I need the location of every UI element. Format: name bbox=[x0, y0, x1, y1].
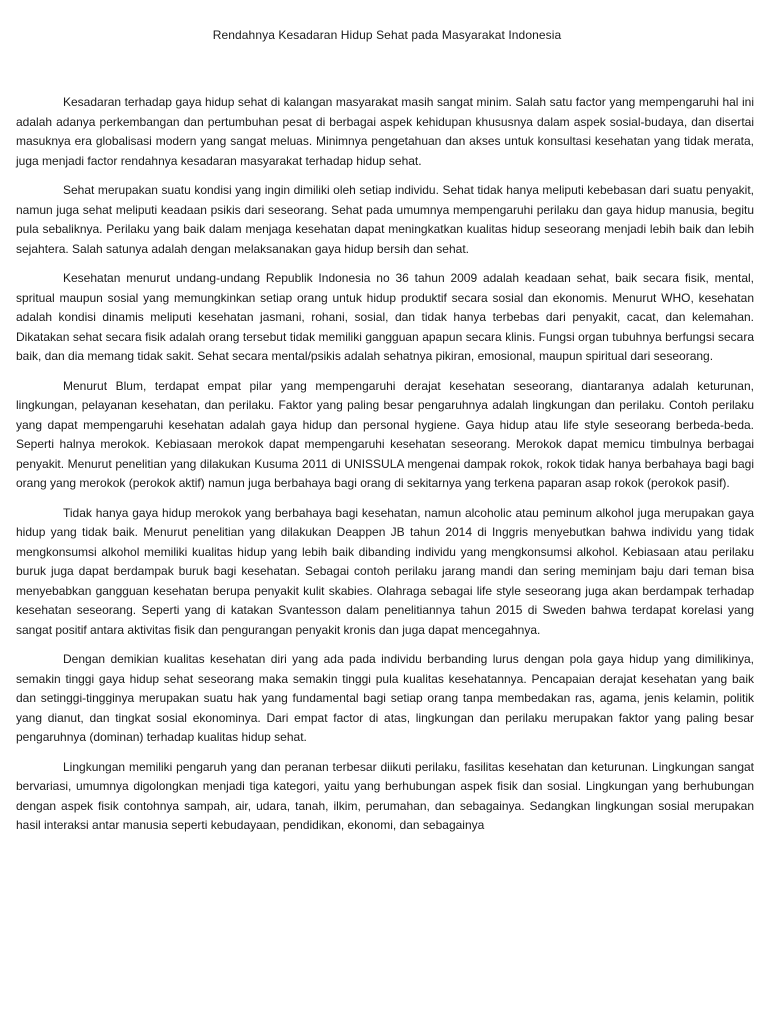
paragraph: Menurut Blum, terdapat empat pilar yang mempengaruhi derajat kesehatan seseorang, diantaranya adalah keturunan, lingkungan, pelayanan kesehatan, dan perilaku. Faktor yang paling besar pengaruhnya adalah lingkungan dan perilaku. Contoh perilaku yang dapat mempengaruhi kesehatan adalah gaya hidup dan personal hygiene. Gaya hidup atau life style seseorang berbeda-beda. Seperti halnya merokok. Kebiasaan merokok dapat mempengaruhi kesehatan seseorang. Merokok dapat memicu timbulnya berbagai penyakit. Menurut penelitian yang dilakukan Kusuma 2011 di UNISSULA mengenai dampak rokok, rokok tidak hanya berbahaya bagi bagi orang yang merokok (perokok aktif) namun juga berbahaya bagi orang di sekitarnya yang terkena paparan asap rokok (perokok pasif). bbox=[16, 378, 754, 490]
paragraph: Kesadaran terhadap gaya hidup sehat di kalangan masyarakat masih sangat minim. Salah satu factor yang mempengaruhi hal ini adalah adanya perkembangan dan pertumbuhan pesat di berbagai aspek kehidupan khususnya dalam aspek sosial-budaya, dan disertai masuknya era globalisasi modern yang sangat meluas. Minimnya pengetahuan dan akses untuk konsultasi kesehatan yang tidak merata, juga menjadi factor rendahnya kesadaran masyarakat terhadap hidup sehat. bbox=[16, 95, 754, 168]
paragraph: Lingkungan memiliki pengaruh yang dan peranan terbesar diikuti perilaku, fasilitas kesehatan dan keturunan. Lingkungan sangat bervariasi, umumnya digolongkan menjadi tiga kategori, yaitu yang berhubungan aspek fisik dan sosial. Lingkungan yang berhubungan dengan aspek fisik contohnya sampah, air, udara, tanah, ilkim, perumahan, dan sebagainya. Sedangkan lingkungan sosial merupakan hasil interaksi antar manusia seperti kebudayaan, pendidikan, ekonomi, dan sebagainya bbox=[16, 759, 754, 832]
paragraph: Dengan demikian kualitas kesehatan diri yang ada pada individu berbanding lurus dengan pola gaya hidup yang dimilikinya, semakin tinggi gaya hidup sehat seseorang maka semakin tinggi pula kualitas kesehatannya. Pencapaian derajat kesehatan yang baik dan setinggi-tingginya merupakan suatu hak yang fundamental bagi setiap orang tanpa membedakan ras, agama, jenis kelamin, politik yang dianut, dan tingkat sosial ekonominya. Dari empat factor di atas, lingkungan dan perilaku merupakan faktor yang paling besar pengaruhnya (dominan) terhadap kualitas hidup sehat. bbox=[16, 652, 754, 744]
paragraph: Sehat merupakan suatu kondisi yang ingin dimiliki oleh setiap individu. Sehat tidak hanya meliputi kebebasan dari suatu penyakit, namun juga sehat meliputi keadaan psikis dari seseorang. Sehat pada umumnya mempengaruhi perilaku dan gaya hidup manusia, begitu pula sebaliknya. Perilaku yang baik dalam menjaga kesehatan dapat meningkatkan kualitas hidup seseorang menjadi lebih baik dan lebih sejahtera. Salah satunya adalah dengan melaksanakan gaya hidup bersih dan sehat. bbox=[16, 183, 754, 256]
paragraph: Tidak hanya gaya hidup merokok yang berbahaya bagi kesehatan, namun alcoholic atau peminum alkohol juga merupakan gaya hidup yang tidak baik. Menurut penelitian yang dilakukan Deappen JB tahun 2014 di Inggris menyebutkan bahwa individu yang tidak mengkonsumsi alkohol memiliki kualitas hidup yang lebih baik dibanding individu yang mengkonsumsi alkohol. Kebiasaan atau perilaku buruk juga dapat berdampak buruk bagi kesehatan. Sebagai contoh perilaku jarang mandi dan sering meminjam baju dari teman bisa menyebabkan gangguan kesehatan berupa penyakit kulit skabies. Olahraga sebagai life style seseorang juga akan berdampak terhadap kesehatan seseorang. Seperti yang di katakan Svantesson dalam penelitiannya tahun 2015 di Sweden bahwa terdapat korelasi yang sangat positif antara aktivitas fisik dan pengurangan penyakit kronis dan juga dapat mencegahnya. bbox=[16, 505, 754, 637]
paragraph: Kesehatan menurut undang-undang Republik Indonesia no 36 tahun 2009 adalah keadaan sehat, baik secara fisik, mental, spritual maupun sosial yang memungkinkan setiap orang untuk hidup produktif secara sosial dan ekonomis. Menurut WHO, kesehatan adalah kondisi dinamis meliputi kesehatan jasmani, rohani, sosial, dan tidak hanya terbebas dari penyakit, cacat, dan kelemahan. Dikatakan sehat secara fisik adalah orang tersebut tidak memiliki gangguan apapun secara klinis. Fungsi organ tubuhnya berfungsi secara baik, dan dia memang tidak sakit. Sehat secara mental/psikis adalah sehatnya pikiran, emosional, maupun spiritual dari seseorang. bbox=[16, 271, 754, 363]
document-title: Rendahnya Kesadaran Hidup Sehat pada Masyarakat Indonesia bbox=[212, 28, 562, 42]
